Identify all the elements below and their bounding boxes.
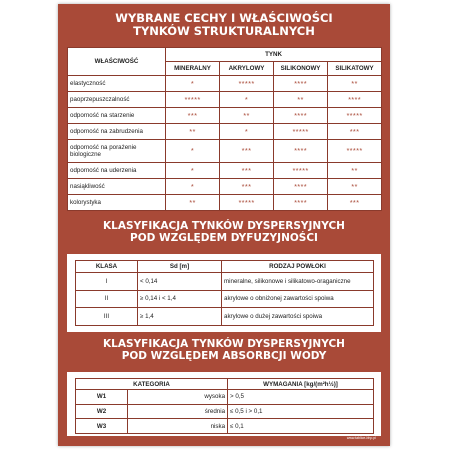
coating-type: akrylowe o obniżonej zawartości spoiwa (222, 290, 374, 308)
rating-stars: ** (328, 179, 382, 195)
property-label: elastyczność (68, 76, 166, 92)
absorption-table (75, 378, 374, 434)
section2-title-line2: POD WZGLĘDEM DYFUZYJNOŚCI (130, 232, 318, 245)
rating-stars: **** (274, 139, 328, 163)
absorption-header-category: KATEGORIA (76, 379, 228, 390)
table-row (68, 123, 382, 139)
sd-value: ≥ 1,4 (138, 308, 222, 326)
rating-stars: *** (220, 163, 274, 179)
property-label: odporność na starzenie (68, 107, 166, 123)
rating-stars: ***** (274, 163, 328, 179)
header-tynk: TYNK (166, 48, 382, 62)
sd-value: < 0,14 (138, 273, 222, 291)
category-code: W2 (76, 404, 128, 419)
diffusion-header-0: KLASA (76, 261, 138, 273)
rating-stars: * (220, 123, 274, 139)
rating-stars: *** (328, 195, 382, 211)
table-row (68, 195, 382, 211)
rating-stars: ***** (274, 123, 328, 139)
rating-stars: **** (328, 91, 382, 107)
rating-stars: ***** (220, 76, 274, 92)
class-value: III (76, 308, 138, 326)
property-label: kolorystyka (68, 195, 166, 211)
diffusion-table (75, 260, 374, 326)
requirement-value: ≤ 0,1 (228, 419, 374, 434)
header-property: WŁAŚCIWOŚĆ (68, 48, 166, 76)
table-row (76, 273, 374, 291)
section1-title-line2: TYNKÓW STRUKTURALNYCH (133, 24, 315, 39)
rating-stars: ***** (166, 91, 220, 107)
property-label: nasiąkliwość (68, 179, 166, 195)
coating-type: akrylowe o dużej zawartości spoiwa (222, 308, 374, 326)
rating-stars: **** (274, 195, 328, 211)
rating-stars: ** (328, 76, 382, 92)
table-row (76, 419, 374, 434)
rating-stars: *** (220, 139, 274, 163)
table-row (68, 179, 382, 195)
section2-title (58, 220, 390, 244)
diffusion-header-2: RODZAJ POWŁOKI (222, 261, 374, 273)
rating-stars: **** (274, 179, 328, 195)
category-code: W1 (76, 390, 128, 405)
absorption-table-body (76, 390, 374, 434)
requirement-value: ≤ 0,5 i > 0,1 (228, 404, 374, 419)
rating-stars: * (166, 163, 220, 179)
absorption-table-panel (67, 372, 381, 436)
category-level: wysoka (128, 390, 228, 405)
table-row (68, 139, 382, 163)
table-row (76, 390, 374, 405)
rating-stars: **** (274, 107, 328, 123)
category-level: niska (128, 419, 228, 434)
sd-value: ≥ 0,14 i < 1,4 (138, 290, 222, 308)
rating-stars: ** (274, 91, 328, 107)
rating-stars: *** (166, 107, 220, 123)
table-row (76, 308, 374, 326)
column-header-silikatowy: SILIKATOWY (328, 62, 382, 76)
rating-stars: ***** (328, 107, 382, 123)
column-header-silikonowy: SILIKONOWY (274, 62, 328, 76)
requirement-value: > 0,5 (228, 390, 374, 405)
rating-stars: *** (328, 123, 382, 139)
properties-table-panel (67, 47, 381, 211)
rating-stars: * (166, 76, 220, 92)
rating-stars: ** (220, 107, 274, 123)
class-value: II (76, 290, 138, 308)
rating-stars: * (166, 139, 220, 163)
coating-type: mineralne, silikonowe i silikatowo-oraganiczne (222, 273, 374, 291)
rating-stars: * (220, 91, 274, 107)
table-row (76, 404, 374, 419)
absorption-header-requirements: WYMAGANIA [kg/(m²h½)] (228, 379, 374, 390)
rating-stars: * (166, 179, 220, 195)
table-row (68, 76, 382, 92)
section1-title (58, 12, 390, 38)
property-label: odporność na porażenie biologiczne (68, 139, 166, 163)
diffusion-header-row (76, 261, 374, 273)
property-label: odporność na uderzenia (68, 163, 166, 179)
column-header-akrylowy: AKRYLOWY (220, 62, 274, 76)
table-row (76, 290, 374, 308)
property-label: odporność na zabrudzenia (68, 123, 166, 139)
properties-table-body (68, 76, 382, 211)
diffusion-table-panel (67, 254, 381, 332)
property-label: paoprzepuszczalność (68, 91, 166, 107)
rating-stars: ** (328, 163, 382, 179)
rating-stars: **** (274, 76, 328, 92)
rating-stars: ** (166, 123, 220, 139)
diffusion-header-1: Sd [m] (138, 261, 222, 273)
footer-url: www.tablice-bhp.pl (346, 436, 376, 440)
class-value: I (76, 273, 138, 291)
table-row (68, 91, 382, 107)
properties-table (67, 47, 382, 211)
poster (58, 4, 390, 446)
table-row (68, 107, 382, 123)
section3-title-line1: KLASYFIKACJA TYNKÓW DYSPERSYJNYCH (103, 338, 345, 350)
rating-stars: *** (220, 179, 274, 195)
rating-stars: ** (166, 195, 220, 211)
section3-title-line2: POD WZGLĘDEM ABSORBCJI WODY (121, 350, 327, 363)
category-code: W3 (76, 419, 128, 434)
diffusion-table-body (76, 273, 374, 326)
category-level: średnia (128, 404, 228, 419)
section3-title (58, 338, 390, 362)
section2-title-line1: KLASYFIKACJA TYNKÓW DYSPERSYJNYCH (103, 220, 345, 232)
column-header-mineralny: MINERALNY (166, 62, 220, 76)
section1-title-line1: WYBRANE CECHY I WŁAŚCIWOŚCI (115, 11, 333, 25)
rating-stars: ***** (220, 195, 274, 211)
table-row (68, 163, 382, 179)
rating-stars: ***** (328, 139, 382, 163)
absorption-header-row (76, 379, 374, 390)
